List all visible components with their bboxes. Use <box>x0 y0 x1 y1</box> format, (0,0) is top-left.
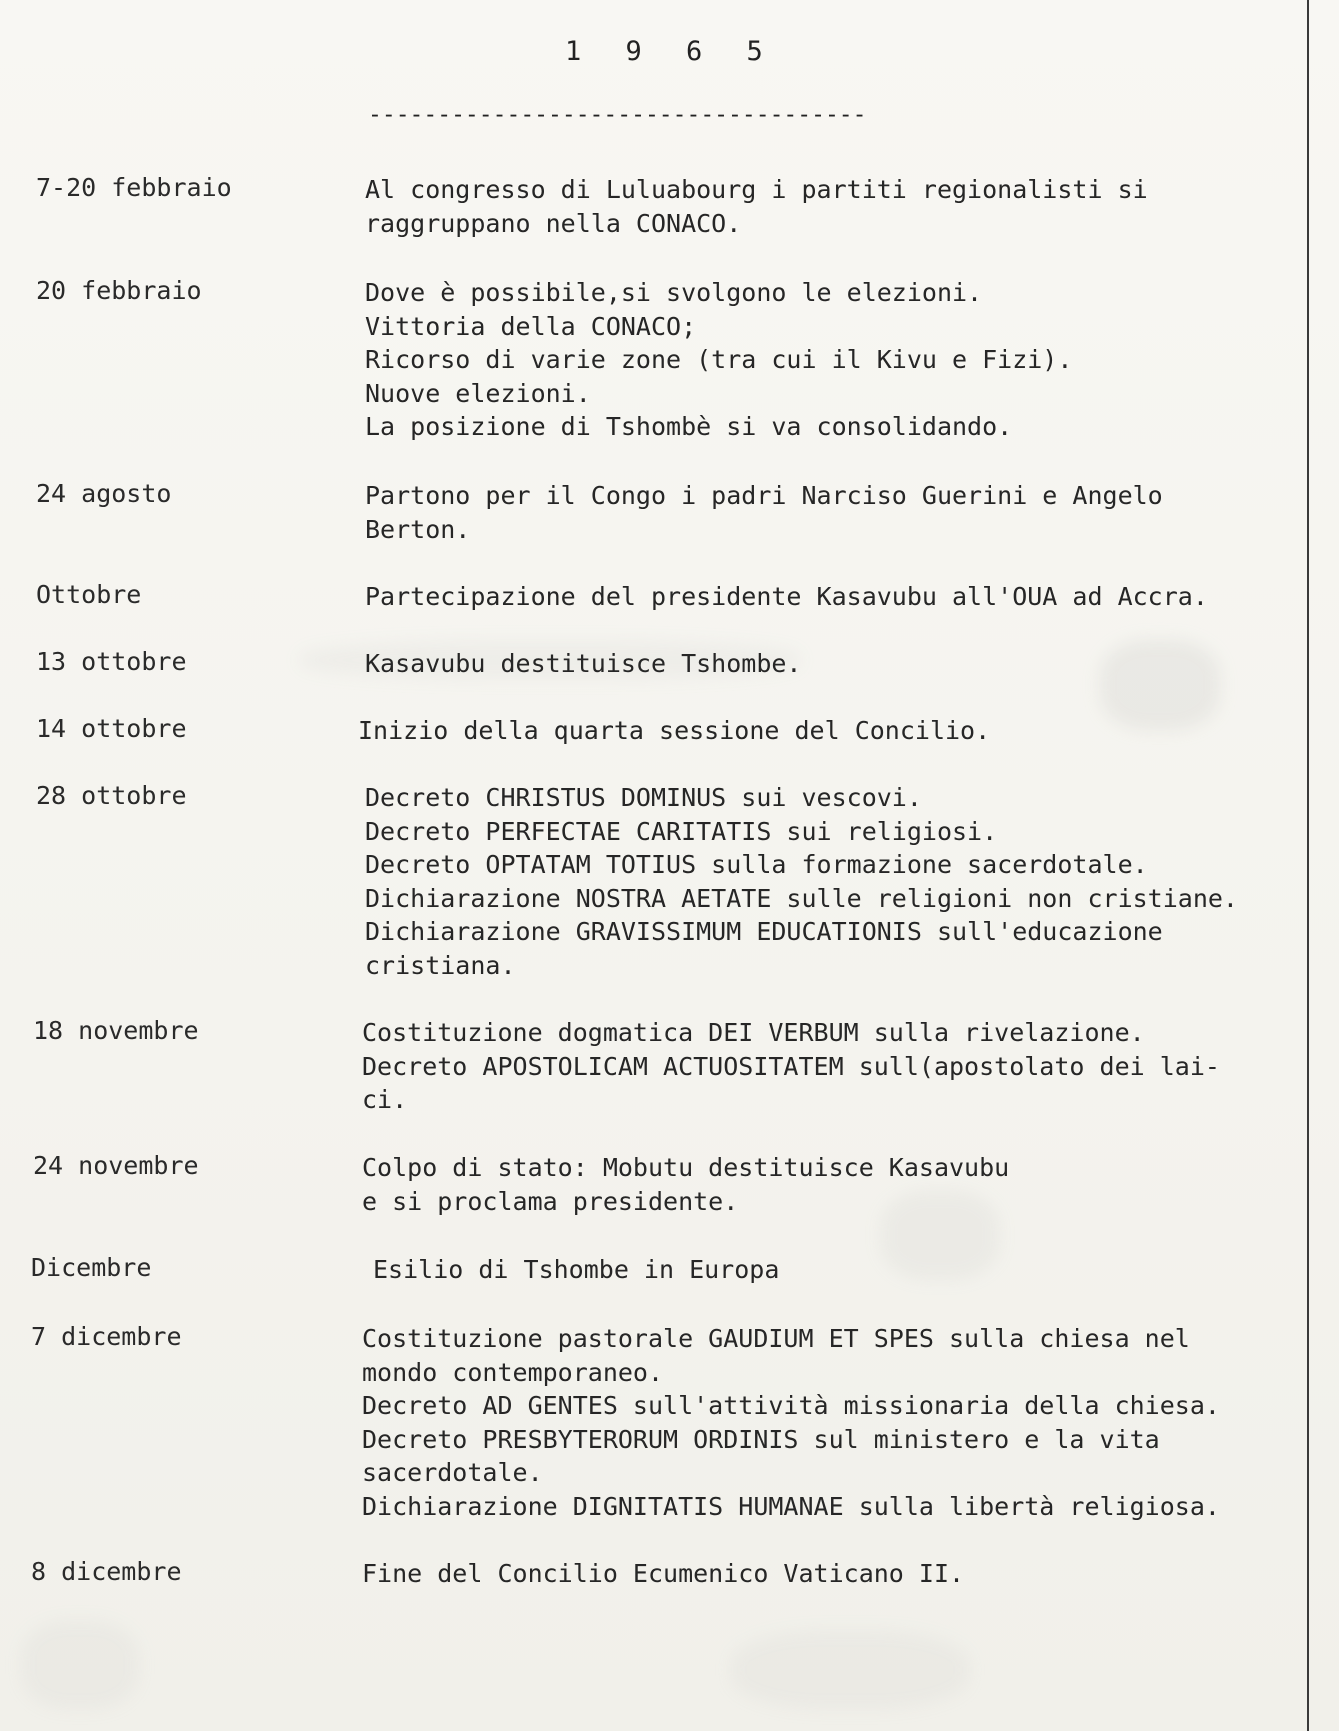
dashed-rule: ------------------------------------ <box>368 102 867 128</box>
entry-text <box>365 276 1072 444</box>
entry-date: 20 febbraio <box>36 276 202 305</box>
entry-line: Kasavubu destituisce Tshombe. <box>365 649 802 678</box>
entry-line: Decreto CHRISTUS DOMINUS sui vescovi. <box>365 783 922 812</box>
entry-date: Ottobre <box>36 580 142 609</box>
entry-text <box>362 1322 1220 1523</box>
entry-line: Dichiarazione NOSTRA AETATE sulle religioni non cristiane. <box>365 883 1238 913</box>
entry-text <box>365 647 802 681</box>
entry-line: ci. <box>362 1085 408 1114</box>
entry-text <box>362 1016 1220 1117</box>
entry-line: e si proclama presidente. <box>362 1186 739 1216</box>
entry-line: sacerdotale. <box>362 1458 543 1487</box>
scan-smudge <box>730 1630 970 1710</box>
entry-line: Decreto OPTATAM TOTIUS sulla formazione sacerdotale. <box>365 850 1148 879</box>
entry-date: 14 ottobre <box>36 714 187 743</box>
entry-date: 7 dicembre <box>31 1322 182 1351</box>
entry-date: 24 agosto <box>36 479 172 508</box>
entry-text <box>362 1557 964 1591</box>
entry-line: Partono per il Congo i padri Narciso Guerini e Angelo <box>365 481 1163 510</box>
document-year: 1 9 6 5 <box>565 36 777 67</box>
page-edge-line <box>1307 0 1309 1731</box>
entry-line: Nuove elezioni. <box>365 378 591 408</box>
entry-line: Costituzione pastorale GAUDIUM ET SPES sulla chiesa nel <box>362 1324 1190 1353</box>
scan-smudge <box>1100 640 1220 730</box>
entry-line: Decreto PRESBYTERORUM ORDINIS sul ministero e la vita <box>362 1424 1160 1454</box>
entry-line: Dichiarazione GRAVISSIMUM EDUCATIONIS sull'educazione <box>365 917 1163 946</box>
entry-line: Ricorso di varie zone (tra cui il Kivu e Fizi). <box>365 345 1073 374</box>
entry-line: Vittoria della CONACO; <box>365 311 697 341</box>
entry-line: Partecipazione del presidente Kasavubu all'OUA ad Accra. <box>365 582 1208 611</box>
entry-line: La posizione di Tshombè si va consolidando. <box>365 412 1013 441</box>
entry-date: 8 dicembre <box>31 1557 182 1586</box>
entry-text <box>365 781 1238 982</box>
entry-date: 18 novembre <box>33 1016 199 1045</box>
entry-text <box>358 714 990 748</box>
entry-text <box>365 479 1163 546</box>
entry-text <box>373 1253 779 1287</box>
entry-line: Dichiarazione DIGNITATIS HUMANAE sulla libertà religiosa. <box>362 1491 1220 1521</box>
entry-date: 13 ottobre <box>36 647 187 676</box>
entry-date: 28 ottobre <box>36 781 187 810</box>
entry-line: Costituzione dogmatica DEI VERBUM sulla rivelazione. <box>362 1018 1145 1047</box>
entry-line: cristiana. <box>365 950 516 980</box>
entry-line: Dove è possibile,si svolgono le elezioni. <box>365 278 983 307</box>
scan-smudge <box>20 1620 140 1710</box>
entry-line: Berton. <box>365 514 471 544</box>
entry-line: mondo contemporaneo. <box>362 1357 664 1387</box>
entry-line: Esilio di Tshombe in Europa <box>373 1255 780 1284</box>
entry-line: Al congresso di Luluabourg i partiti regionalisti si <box>365 175 1148 204</box>
entry-line: Colpo di stato: Mobutu destituisce Kasavubu <box>362 1153 1010 1182</box>
entry-date: 7-20 febbraio <box>36 173 232 202</box>
entry-line: raggruppano nella CONACO. <box>365 208 742 238</box>
entry-line: Decreto AD GENTES sull'attività missionaria della chiesa. <box>362 1391 1220 1420</box>
entry-line: Fine del Concilio Ecumenico Vaticano II. <box>362 1559 965 1588</box>
entry-text <box>365 173 1148 240</box>
entry-line: Decreto PERFECTAE CARITATIS sui religiosi. <box>365 816 998 846</box>
entry-text <box>365 580 1208 614</box>
entry-line: Inizio della quarta sessione del Concilio. <box>358 716 991 745</box>
entry-date: 24 novembre <box>33 1151 199 1180</box>
entry-date: Dicembre <box>31 1253 152 1282</box>
entry-line: Decreto APOSTOLICAM ACTUOSITATEM sull(apostolato dei lai- <box>362 1051 1220 1081</box>
entry-text <box>362 1151 1009 1218</box>
